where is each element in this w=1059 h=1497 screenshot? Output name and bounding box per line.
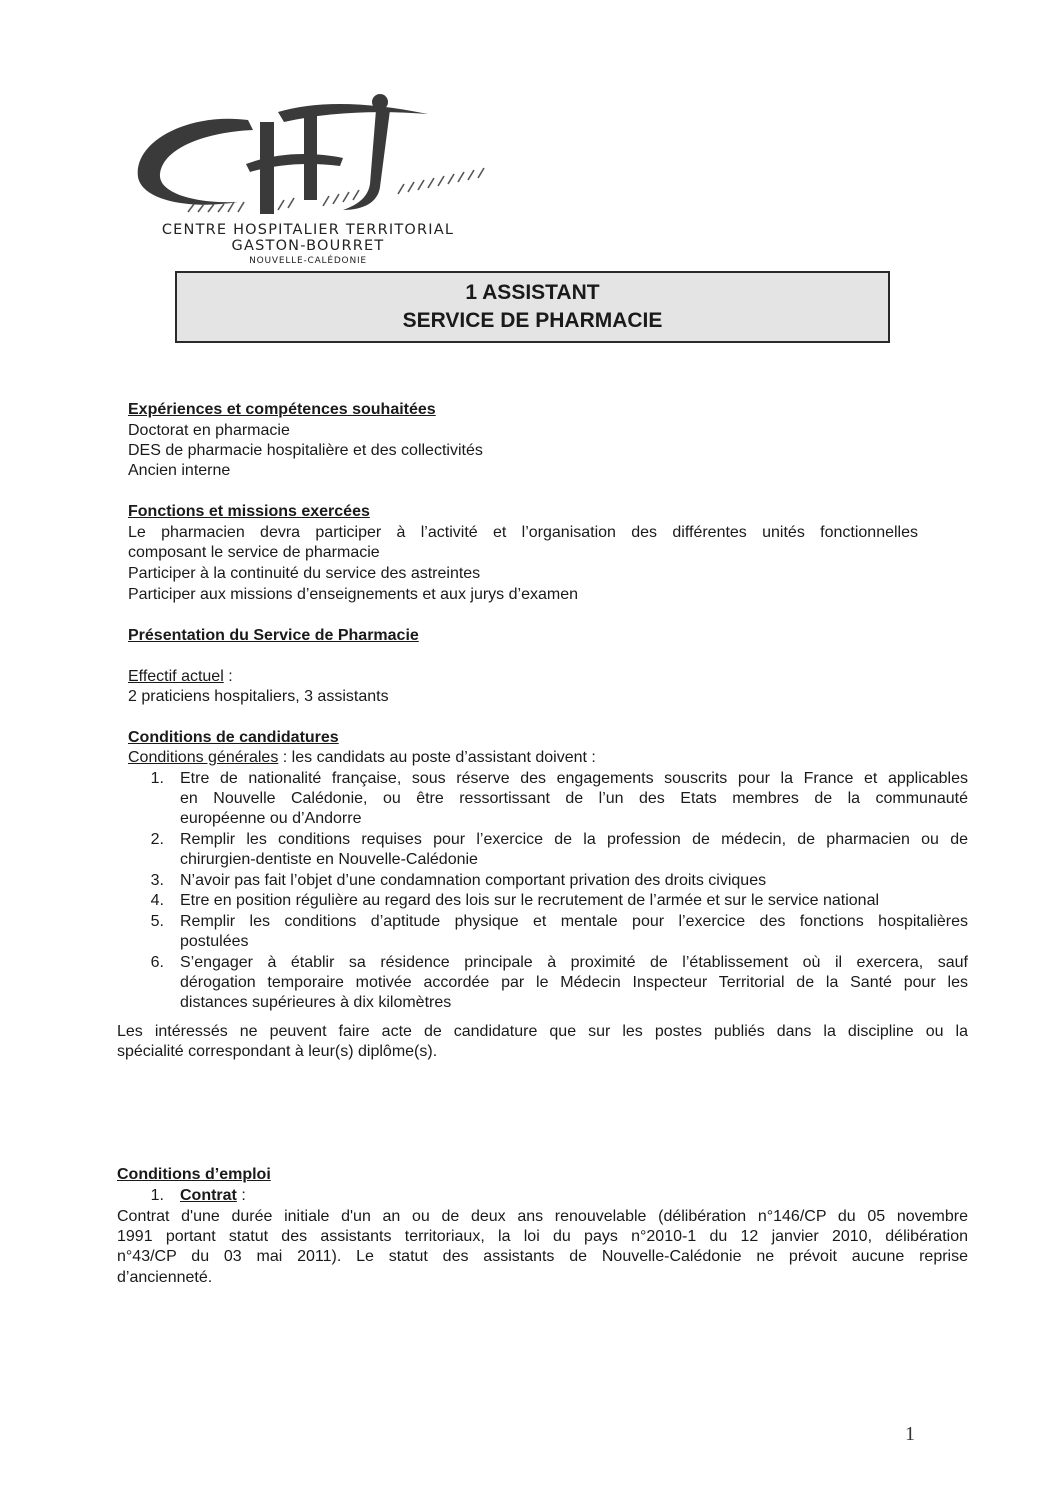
list-item-line: N’avoir pas fait l’objet d’une condamnation comportant privation des droits civiques <box>180 872 767 889</box>
contrat-paragraph-line: 1991 portant statut des assistants territoriaux, la loi du pays n°2010-1 du 12 janvier 2010, délibération <box>117 1228 968 1245</box>
list-item-number: 3. <box>150 872 164 889</box>
conditions-heading: Conditions de candidatures <box>128 729 339 746</box>
experiences-heading: Expériences et compétences souhaitées <box>128 401 436 418</box>
contrat-separator: : <box>236 1187 246 1204</box>
list-item-line: en Nouvelle Calédonie, ou être ressortissant de l’un des Etats membres de la communauté <box>180 790 968 807</box>
job-title-box <box>175 271 890 343</box>
list-item-number: 5. <box>150 913 164 930</box>
list-item-line: Etre en position régulière au regard des lois sur le recrutement de l’armée et sur le service national <box>180 892 880 909</box>
list-item-line: Remplir les conditions requises pour l’exercice de la profession de médecin, de pharmacien ou de <box>180 831 968 848</box>
emploi-subheading <box>180 1186 246 1206</box>
conditions-general-label: Conditions générales <box>128 749 279 766</box>
contrat-paragraph-line: d’ancienneté. <box>117 1269 213 1286</box>
org-name-line1: CENTRE HOSPITALIER TERRITORIAL <box>161 222 455 238</box>
fonctions-item: Participer à la continuité du service des astreintes <box>128 565 481 582</box>
presentation-heading: Présentation du Service de Pharmacie <box>128 627 419 644</box>
list-item-number: 6. <box>150 954 164 971</box>
effectif-line <box>128 667 233 687</box>
experience-item: Ancien interne <box>128 462 231 479</box>
list-item-line: dérogation temporaire motivée accordée par le Médecin Inspecteur Territorial de la Santé pour les <box>180 974 968 991</box>
emploi-heading: Conditions d’emploi <box>117 1166 271 1183</box>
fonctions-paragraph-line: Le pharmacien devra participer à l’activité et l’organisation des différentes unités fonctionnelles <box>128 524 918 541</box>
effectif-label: Effectif actuel <box>128 668 224 685</box>
org-name-line2: GASTON-BOURRET <box>231 238 385 254</box>
list-item-number: 2. <box>150 831 164 848</box>
conditions-closing-line: spécialité correspondant à leur(s) diplôme(s). <box>117 1043 438 1060</box>
list-item-line: distances supérieures à dix kilomètres <box>180 994 452 1011</box>
job-title-line1: 1 ASSISTANT <box>465 281 600 304</box>
list-item-line: Remplir les conditions d’aptitude physique et mentale pour l’exercice des fonctions hospitalières <box>180 913 968 930</box>
contrat-paragraph-line: n°43/CP du 03 mai 2011). Le statut des assistants de Nouvelle-Calédonie ne prévoit aucune reprise <box>117 1248 968 1265</box>
job-title-line2: SERVICE DE PHARMACIE <box>402 309 663 332</box>
experience-item: DES de pharmacie hospitalière et des collectivités <box>128 442 483 459</box>
list-item-line: S’engager à établir sa résidence principale à proximité de l’établissement où il exercera, sauf <box>180 954 968 971</box>
org-name-line3: NOUVELLE-CALÉDONIE <box>249 256 367 266</box>
list-item-line: européenne ou d’Andorre <box>180 810 362 827</box>
contrat-paragraph-line: Contrat d'une durée initiale d'un an ou de deux ans renouvelable (délibération n°146/CP du 05 novembre <box>117 1208 968 1225</box>
conditions-closing-line: Les intéressés ne peuvent faire acte de candidature que sur les postes publiés dans la discipline ou la <box>117 1023 968 1040</box>
emploi-sub-number: 1. <box>150 1187 164 1204</box>
fonctions-paragraph-line: composant le service de pharmacie <box>128 544 380 561</box>
list-item-line: Etre de nationalité française, sous réserve des engagements souscrits pour la France et applicables <box>180 770 968 787</box>
conditions-general-text: : les candidats au poste d’assistant doivent : <box>278 749 596 766</box>
list-item-line: postulées <box>180 933 249 950</box>
page-number: 1 <box>905 1423 915 1445</box>
cht-logo-icon <box>128 92 498 232</box>
list-item-number: 1. <box>150 770 164 787</box>
experience-item: Doctorat en pharmacie <box>128 422 290 439</box>
fonctions-item: Participer aux missions d’enseignements et aux jurys d’examen <box>128 586 578 603</box>
effectif-value: 2 praticiens hospitaliers, 3 assistants <box>128 688 389 705</box>
effectif-separator: : <box>223 668 233 685</box>
list-item-line: chirurgien-dentiste en Nouvelle-Calédonie <box>180 851 478 868</box>
list-item-number: 4. <box>150 892 164 909</box>
conditions-general-line <box>128 748 596 768</box>
fonctions-heading: Fonctions et missions exercées <box>128 503 370 520</box>
contrat-label: Contrat <box>180 1187 237 1204</box>
